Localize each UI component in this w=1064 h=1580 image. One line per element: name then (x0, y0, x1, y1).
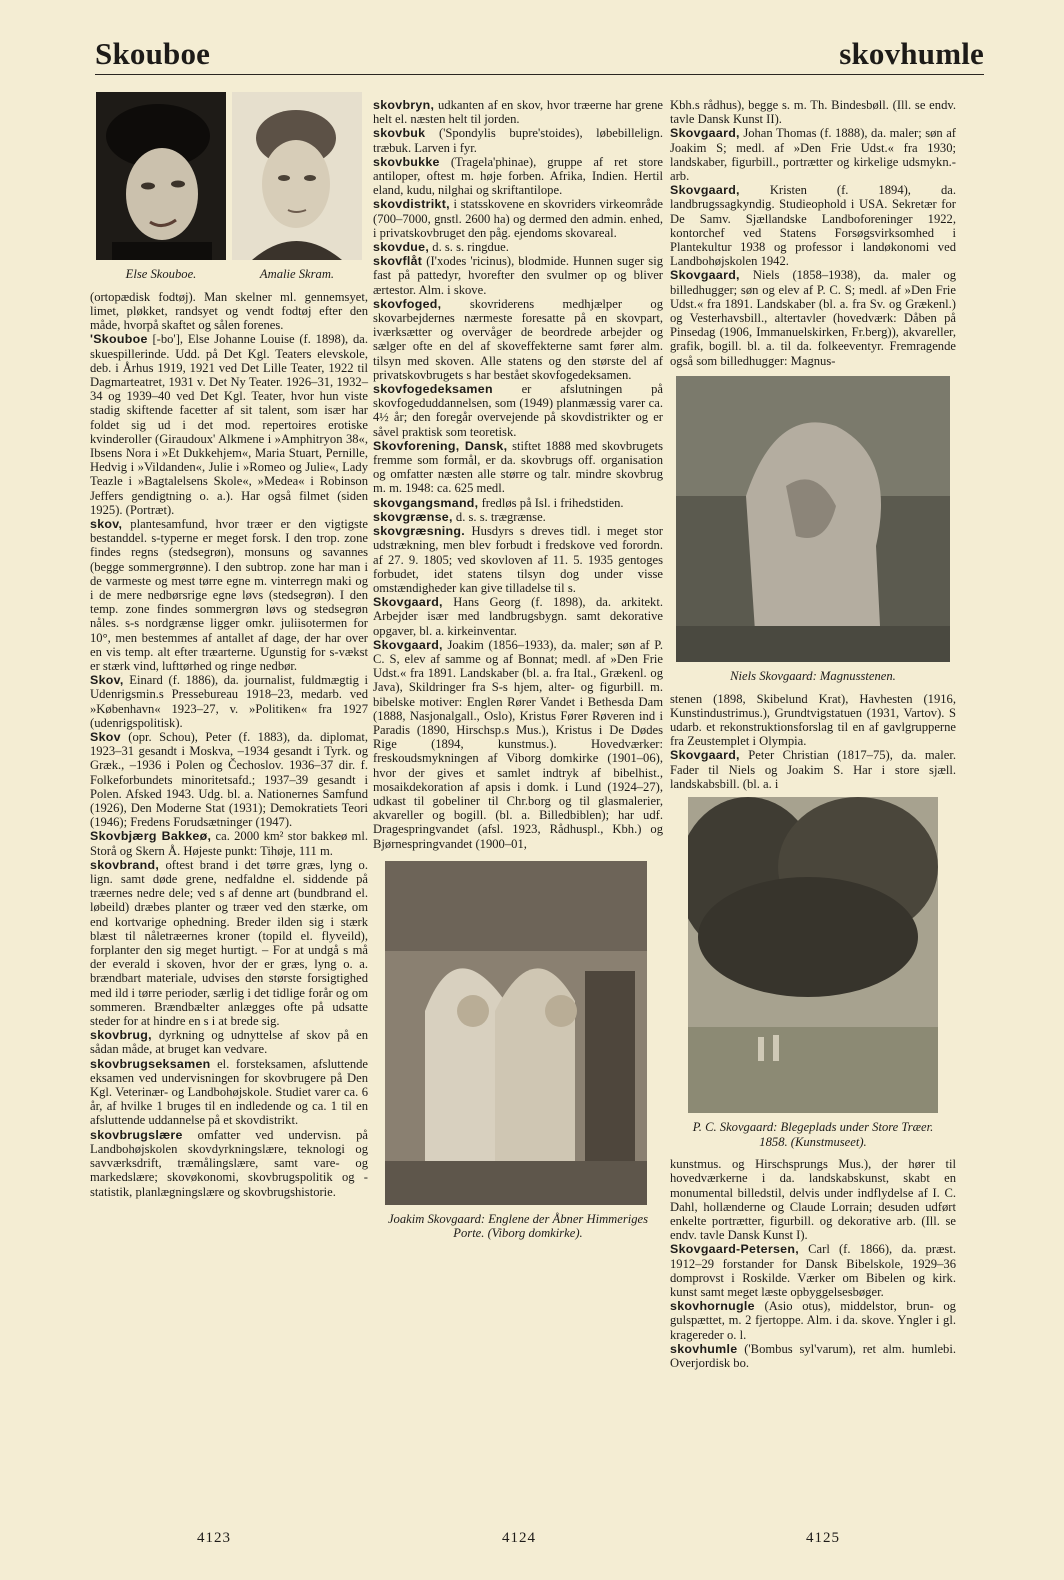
entry-skovbrug: skovbrug, dyrkning og udnyttelse af skov på en sådan måde, at bruget kan vedvare. (90, 1028, 368, 1057)
entry-skovgraesning: skovgræsning. Husdyrs s dreves tidl. i meget stor udstrækning, men blev forbudt i fredskove ved forordn. af 27. 9. 1805; ved skovloven af 11. 5. 1935 gentoges forbudet, idet statens tilsyn dog under visse omstændigheder kan give tilladelse til s. (373, 524, 663, 595)
entry-skovfoged: skovfoged, skovriderens medhjælper og skovarbejdernes nærmeste foresatte på en skovpart, iværksætter og overvåger de beordrede arbejder og sælger ofte en del af skoveffekterne samt fører alm. tilsyn med skoven. Alle statens og den største del af privatskovbrugets s har bestået skovfogedeksamen. (373, 296, 663, 382)
portrait-else-image (96, 92, 226, 260)
column-3 (670, 98, 956, 1370)
entry-skovhumle: skovhumle ('Bombus syl'varum), ret alm. humlebi. Overjordisk bo. (670, 1341, 956, 1371)
entry-skov-peter: Skov (opr. Schou), Peter (f. 1883), da. diplomat, 1923–31 gesandt i Moskva, –1934 gesandt i Tyrk. og Græk., –1936 i Polen og Čechoslov. 1936–37 dir. f. Folkeforbundets minoritetsafd.; 1937–39 gesandt i Polen. Afsked 1943. Udg. bl. a. Nationernes Samfund (1926), Den Moderne Stat (1931); Demokratiets Teori (1946); Fredens Forudsætninger (1947). (90, 730, 368, 830)
entry-skovgaard-peter: Skovgaard, Peter Christian (1817–75), da. maler. Fader til Niels og Joakim S. Har i store sjæll. landskabsbill. (bl. a. i (670, 748, 956, 791)
entry-skovgangsmand: skovgangsmand, fredløs på Isl. i frihedstiden. (373, 495, 624, 510)
column-1 (90, 92, 368, 1199)
header-right-word: skovhumle (839, 36, 984, 71)
entry-skovbukke: skovbukke (Tragela'phinae), gruppe af ret store antiloper, oftest m. høje forben. Afrika, Indien. Hertil eland, kudu, nilghai og skriftantilope. (373, 154, 664, 198)
entry-skovhornugle: skovhornugle (Asio otus), middelstor, brun- og gulspættet, m. 2 fjertoppe. Alm. i da. skove. Yngler i gl. kragereder o. l. (670, 1299, 956, 1342)
entry-skovforening: Skovforening, Dansk, stiftet 1888 med skovbrugets fremme som formål, er da. skovbrugs off. organisation og omfatter næsten alle større og talr. mindre skovbrug m. m. 1948: ca. 625 medl. (373, 438, 663, 496)
caption-magnusstenen: Niels Skovgaard: Magnusstenen. (730, 669, 896, 684)
entry-skovbrand: skovbrand, oftest brand i det tørre græs, lyng o. lign. samt døde grene, nedfaldne el. siddende på træernes nedre dele; ved s af denne art (bundbrand el. løbeild) dræbes planter og træer ved den stærke, om end kortvarige ophedning. Breder ilden sig i stærk blæst til nåletræernes kroner (topild el. flyveild), forplanter den sig meget hurtigt. – For at undgå s må der everald i skoven, hvor der er græs, lyng o. a. brændbart materiale, udvises den største forsigtighed med ild i tørre perioder, særlig i det tidlige forår og om sommeren. Brændbælter anlægges ofte på udsatte steder for at hindre en s i at brede sig. (90, 857, 368, 1029)
entry-skovbryn: skovbryn, udkanten af en skov, hvor træerne har grene helt el. næsten helt til jorden. (373, 98, 664, 127)
header-left-word: Skouboe (95, 36, 211, 71)
painting-englene-image (385, 861, 647, 1205)
page-number-4123: 4123 (197, 1530, 231, 1546)
entry-skov: skov, plantesamfund, hvor træer er den vigtigste bestanddel. s-typerne er meget forsk. I den trop. zone findes regns (stedsegrøn), monsuns og savannes (begge sommergrønne). I den subtrop. zone har man i de varmeste og mest tørre egne m. vinterregn maki og i de mere nedbørsrige egne løvs (stedsegrøn). I den temp. zone findes sommergrøn løvs og stedsegrøn nåles. s-s nordgrænse ligger omkr. juliisotermen for 10°, men bestemmes af antallet af dage, der har over en vis temp. alt efter træarterne. Ugunstig for s-vækst er stærk vind, lufttørhed og ringe nedbør. (90, 516, 368, 673)
figure-joakim (373, 861, 663, 1241)
portrait-else-skouboe (96, 92, 226, 290)
entry-peter-continued: kunstmus. og Hirschsprungs Mus.), der hører til hovedværkerne i da. landskabskunst, skabt en monumental billedstil, delvis under indflydelse af I. C. Dahl, hollænderne og Claude Lorrain; desuden udført enkelte portrætter, figurbill. og dekorative arb. (Ill. se endv. tavle Dansk Kunst I). (670, 1157, 956, 1243)
entry-skouboe: 'Skouboe [-bo'], Else Johanne Louise (f. 1898), da. skuespillerinde. Udd. på Det Kgl. Teaters elevskole, deb. i Århus 1919, 1921 ved Det Lille Teater, 1922 til Dagmarteatret, 1931 v. Det Ny Teater. 1926–31, 1932–34 og 1939–40 ved Det Kgl. Teater, hvor hun viste stadig skiftende facetter af sit talent, som især har foldet sig ud i det mod. repertoires erotiske kvinderoller (Giraudoux' Alkmene i »Amphitryon 38«, Ibsens Nora i »Et Dukkehjem«, Maria Stuart, Pernille, Hedvig i »Vildanden«, Julie i »Romeo og Julie«, Lady Teazle i »Bagtalelsens Skole«, »Medea« i Robinson Jeffers gendigtning o. a.). Har også filmet (siden 1925). (Portræt). (90, 332, 369, 517)
page-number-4125: 4125 (806, 1530, 840, 1546)
entry-continuation-c3: Kbh.s rådhus), begge s. m. Th. Bindesbøll. (Ill. se endv. tavle Dansk Kunst II). (670, 98, 956, 127)
entry-skovgaard-petersen: Skovgaard-Petersen, Carl (f. 1866), da. præst. 1912–29 forstander for Dansk Bibelskole, 1929–36 domprovst i Roskilde. Værker om Bibelen og kirk. kunst samt meget læste opbyggelsesbøger. (670, 1242, 956, 1300)
entry-continuation: (ortopædisk fodtøj). Man skelner ml. gennemsyet, limet, pløkket, randsyet og vendt fodtøj efter den måde, hvorpå skaftet og sålen forenes. (90, 289, 368, 333)
figure-magnusstenen (670, 376, 956, 684)
sculpture-magnusstenen-image (676, 376, 950, 662)
entry-skovgaard-johan: Skovgaard, Johan Thomas (f. 1888), da. maler; søn af Joakim S; medl. af »Den Frie Udst.« fra 1930; landskaber, figurbill., portrætter og kirkelige udsmykn.-arb. (670, 126, 957, 184)
entry-skovdistrikt: skovdistrikt, i statsskovene en skovriders virkeområde (700–7000, gnstl. 2600 ha) og dermed den admin. enhed, i privatskovbruget den påg. ejendoms skovareal. (373, 197, 663, 240)
header-rule (95, 74, 984, 75)
portrait-amalie-skram (232, 92, 362, 290)
entry-skovgaard-niels: Skovgaard, Niels (1858–1938), da. maler og billedhugger; søn og elev af P. C. S; medl. af »Den Frie Udst.« fra 1891. Landskaber (bl. a. fra Sv. og Grækenl.) og Vesterhavsbill., altertavler (hovedværk: Dåben på Pinsedag (1906, Immanuelskirken, Fr.berg)), akvareller, grafik, bogill. bl. a. til da. folkeeventyr. Fremragende også som billedhugger: Magnus- (670, 268, 957, 368)
entry-skovbrugslaere: skovbrugslære omfatter ved undervisn. på Landbohøjskolen skovdyrkningslære, teknologi og savværksdrift, træmålingslære, samt vare- og markedslære; skovøkonomi, skovbrugspolitik og -statistik, planlægningslære og skovbrugshistorie. (90, 1127, 368, 1199)
entry-skovbjaerg-bakkeo: Skovbjærg Bakkeø, ca. 2000 km² stor bakkeø ml. Storå og Skern Å. Højeste punkt: Tihøje, 111 m. (90, 829, 368, 858)
entry-skovbrugseksamen: skovbrugseksamen el. forsteksamen, afsluttende eksamen ved undervisningen for skovbrugere på Den Kgl. Veterinær- og Landbohøjskole. Studiet varer ca. 6 år, af hvilke 1 bruges til en indledende og ca. 1 til en afsluttende uddannelse på et skovdistrikt. (90, 1056, 369, 1128)
entry-skovfogedeksamen: skovfogedeksamen er afslutningen på skovfogeduddannelsen, som (1949) planmæssig varer ca. 4½ år; den foregår overvejende på skovdistrikter og er såvel praktisk som teoretisk. (373, 382, 663, 439)
caption-else-skouboe: Else Skouboe. (125, 267, 197, 282)
caption-blegeplads: P. C. Skovgaard: Blegeplads under Store Træer. 1858. (Kunstmuseet). (692, 1120, 934, 1149)
entry-niels-continued: stenen (1898, Skibelund Krat), Havhesten (1916, Kunstindustrimus.), Grundtvigstatuen (1931, Vartov). S udarb. et rekonstruktionsforslag til en af gavlgrupperne fra Zeustemplet i Olympia. (670, 691, 956, 749)
caption-amalie-skram: Amalie Skram. (259, 267, 335, 282)
portrait-row (90, 92, 368, 290)
entry-skovgaard-hans: Skovgaard, Hans Georg (f. 1898), da. arkitekt. Arbejder især med landbrugsbygn. samt dekorative opgaver, bl. a. kirkeinventar. (373, 595, 663, 638)
entry-skovgaard-joakim: Skovgaard, Joakim (1856–1933), da. maler; søn af P. C. S, elev af samme og af Bonnat; medl. af »Den Frie Udst.« fra 1891. Landskaber (bl. a. fra Ital., Grækenl. og Java), Skildringer fra S-s hjem, alter- og figurbill. m. bibelske motiver: Englen Rører Vandet i Bethesda Dam (1888, Nasjonalgall., Oslo), Kristus Fører Røveren ind i Paradis (1890, Hirschsp.s Mus.), Kristus i De Dødes Rige (1894, kunstmus.). Hovedværker: freskoudsmykningen af Viborg domkirke (1901–06), hvor der gives et samlet indtryk af bibelhist., mosaikdekoration af apsis i domk. i Lund (1924–27), udkast til gobeliner til Chr.borg og til glasmalerier, akvareller og bogill. (bl. a. Billedbiblen); har udf. Dragespringvandet (afsl. 1923, Rådhuspl., Kbh.) og Bjørnespringvandet (1900–01, (373, 637, 663, 851)
entry-skovflat: skovflåt (I'xodes 'ricinus), blodmide. Hunnen suger sig fast på pattedyr, hvorefter den svulmer op og bliver ærtestor. Alm. i skove. (373, 254, 663, 297)
caption-joakim: Joakim Skovgaard: Englene der Åbner Himmeriges Porte. (Viborg domkirke). (387, 1211, 649, 1241)
entry-skovgaard-kristen: Skovgaard, Kristen (f. 1894), da. landbrugssagkyndig. Studieophold i USA. Sekretær for De Samv. Sjællandske Landboforeninger 1922, kontorchef ved Statens Forsøgsvirksomhed i Plantekultur 1938 og professor i landøkonomi ved Landbohøjskolen 1942. (670, 183, 956, 269)
figure-blegeplads (670, 797, 956, 1149)
page-number-4124: 4124 (502, 1530, 536, 1546)
entry-skov-einar: Skov, Einard (f. 1886), da. journalist, fuldmægtig i Udenrigsmin.s Pressebureau 1918–23, medarb. ved »København« 1923–27, v. »Politiken« fra 1927 (udenrigspolitisk). (90, 673, 368, 730)
entry-skovbuk: skovbuk ('Spondylis bupre'stoides), løbebillelign. træbuk. Larven i fyr. (373, 126, 663, 155)
portrait-amalie-image (232, 92, 362, 260)
painting-blegeplads-image (688, 797, 938, 1113)
entry-skovgraense: skovgrænse, d. s. s. trægrænse. (373, 509, 546, 524)
entry-skovdue: skovdue, d. s. s. ringdue. (373, 240, 509, 255)
column-2 (373, 98, 663, 1249)
